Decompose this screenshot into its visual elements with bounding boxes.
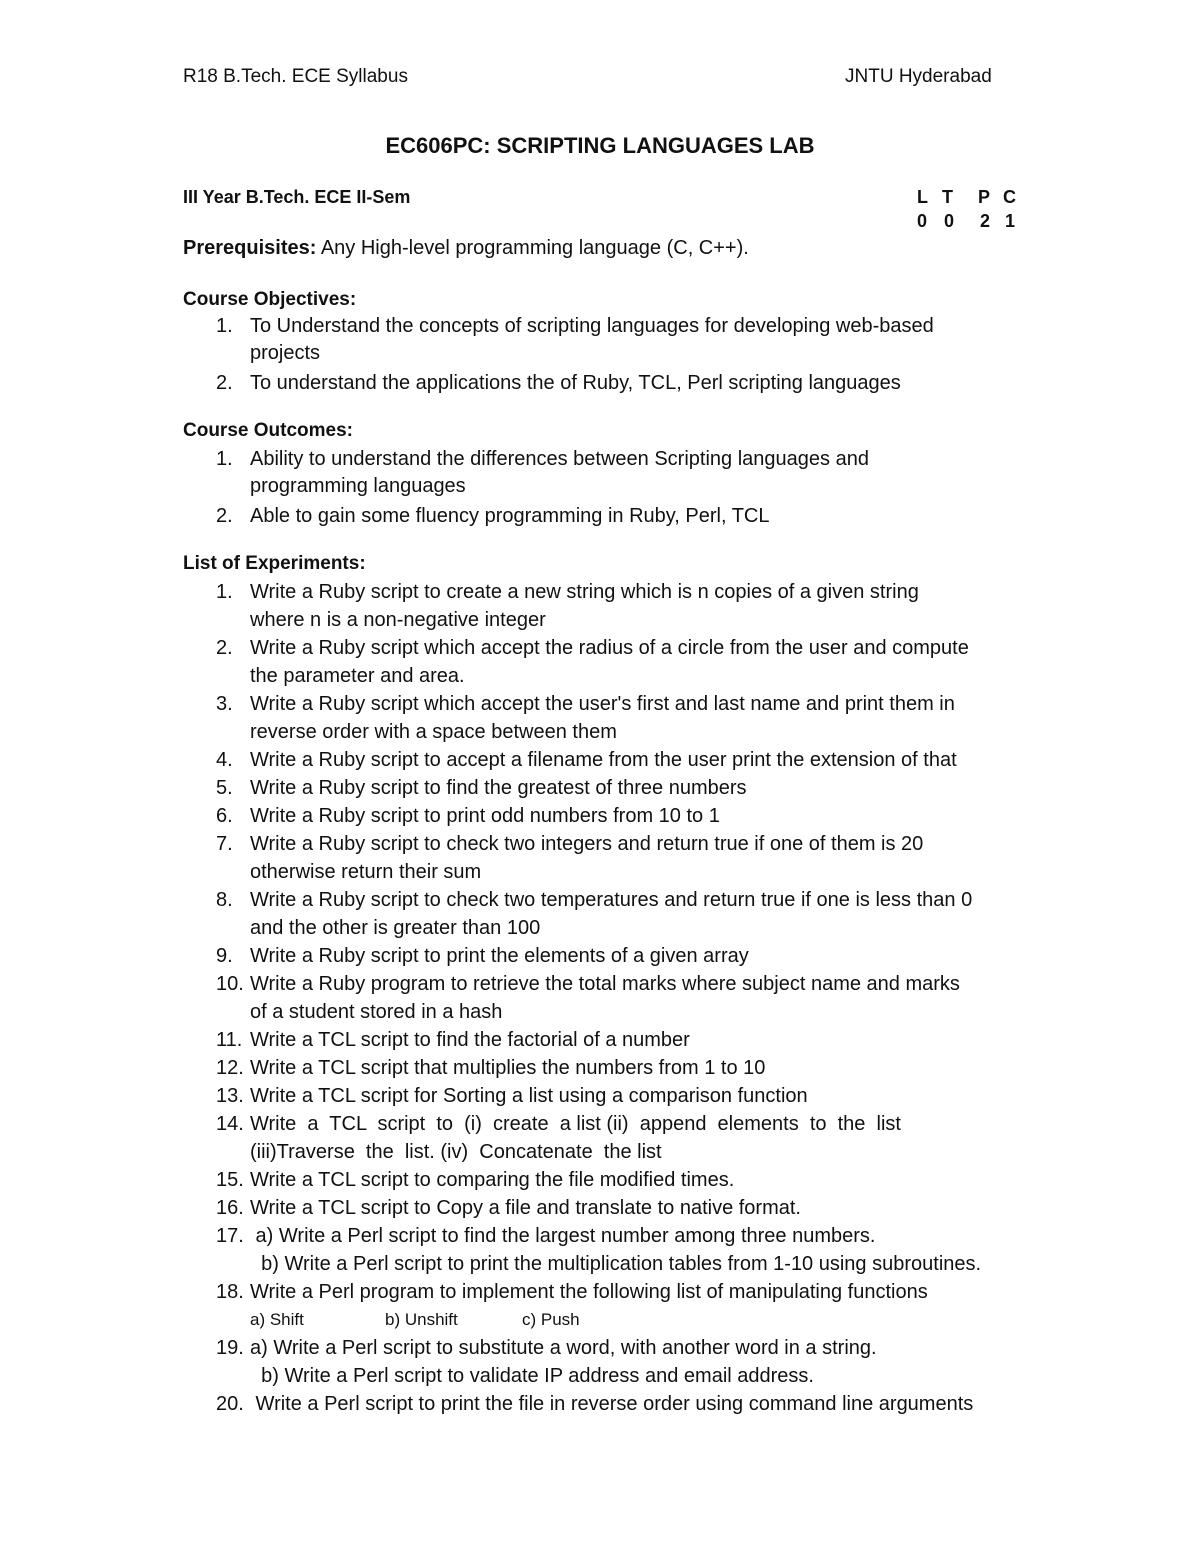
experiment-item <box>216 886 981 942</box>
prerequisites <box>183 237 749 260</box>
experiment-line: Write a TCL script that multiplies the numbers from 1 to 10 <box>250 1057 766 1079</box>
experiments-heading: List of Experiments: <box>183 553 366 574</box>
ltpc-value-p: 2 <box>980 211 991 231</box>
experiment-number: 9. <box>216 945 233 967</box>
prerequisites-label: Prerequisites: <box>183 237 317 259</box>
experiment-number: 8. <box>216 889 233 911</box>
ltpc-header-t: T <box>942 187 953 207</box>
experiment-item <box>216 1110 981 1166</box>
experiment-item <box>216 1194 981 1222</box>
experiment-number: 17. <box>216 1225 244 1247</box>
experiment-item <box>216 746 981 774</box>
experiment-number: 18. <box>216 1281 244 1303</box>
experiment-item <box>216 634 981 690</box>
experiment-number: 16. <box>216 1197 244 1219</box>
experiment-number: 6. <box>216 805 233 827</box>
list-item: 2. Able to gain some fluency programming in Ruby, Perl, TCL <box>216 505 770 527</box>
experiment-item <box>216 1026 981 1054</box>
experiment-line: a) Write a Perl script to substitute a word, with another word in a string. <box>250 1337 877 1359</box>
experiment-number: 10. <box>216 973 244 995</box>
experiment-item <box>216 578 981 634</box>
experiment-line: otherwise return their sum <box>250 861 482 883</box>
experiment-number: 3. <box>216 693 233 715</box>
experiment-subitem: a) Shift <box>250 1310 304 1329</box>
ltpc-header-l: L <box>917 187 928 207</box>
experiment-line: b) Write a Perl script to print the multiplication tables from 1-10 using subroutines. <box>250 1253 982 1275</box>
experiment-line: Write a Ruby script to check two integers and return true if one of them is 20 <box>250 833 924 855</box>
experiment-line: Write a Perl script to print the file in reverse order using command line arguments <box>250 1393 974 1415</box>
experiment-number: 14. <box>216 1113 244 1135</box>
experiment-item <box>216 970 981 1026</box>
year-line: III Year B.Tech. ECE II-Sem <box>183 187 411 207</box>
experiment-subitems <box>250 1306 981 1334</box>
ltpc-header-c: C <box>1003 187 1016 207</box>
page-title: EC606PC: SCRIPTING LANGUAGES LAB <box>385 133 815 158</box>
experiment-item <box>216 1222 981 1278</box>
experiment-number: 15. <box>216 1169 244 1191</box>
experiment-line: Write a Ruby script which accept the radius of a circle from the user and compute <box>250 637 969 659</box>
experiment-line: reverse order with a space between them <box>250 721 617 743</box>
experiment-item <box>216 830 981 886</box>
experiment-line: Write a Ruby script to find the greatest of three numbers <box>250 777 747 799</box>
experiment-line: Write a Perl program to implement the following list of manipulating functions <box>250 1281 928 1303</box>
objectives-list <box>216 313 934 397</box>
experiment-number: 11. <box>216 1029 243 1051</box>
experiment-line: Write a Ruby program to retrieve the total marks where subject name and marks <box>250 973 960 995</box>
experiment-item <box>216 690 981 746</box>
experiment-line: Write a Ruby script to check two temperatures and return true if one is less than 0 <box>250 889 973 911</box>
experiment-item <box>216 774 981 802</box>
experiment-line: Write a TCL script to Copy a file and translate to native format. <box>250 1197 801 1219</box>
prerequisites-text: Any High-level programming language (C, C++). <box>316 237 749 259</box>
experiment-item <box>216 1082 981 1110</box>
experiment-number: 1. <box>216 581 233 603</box>
ltpc-value-t: 0 <box>944 211 955 231</box>
experiment-line: Write a Ruby script to print the elements of a given array <box>250 945 749 967</box>
experiment-line: Write a Ruby script which accept the user's first and last name and print them in <box>250 693 955 715</box>
experiment-item <box>216 802 981 830</box>
experiment-line: Write a TCL script to comparing the file modified times. <box>250 1169 735 1191</box>
header-right: JNTU Hyderabad <box>845 66 992 87</box>
experiment-item <box>216 1334 981 1390</box>
experiment-item <box>216 1166 981 1194</box>
experiment-line: (iii)Traverse the list. (iv) Concatenate the list <box>250 1141 662 1163</box>
experiment-line: Write a Ruby script to create a new string which is n copies of a given string <box>250 581 919 603</box>
header-left: R18 B.Tech. ECE Syllabus <box>183 66 408 87</box>
experiment-line: Write a TCL script to (i) create a list (ii) append elements to the list <box>250 1113 901 1135</box>
experiment-number: 13. <box>216 1085 244 1107</box>
experiment-number: 2. <box>216 637 233 659</box>
experiment-line: the parameter and area. <box>250 665 465 687</box>
experiment-line: and the other is greater than 100 <box>250 917 541 939</box>
experiments-list <box>216 578 981 1418</box>
experiment-line: Write a TCL script to find the factorial of a number <box>250 1029 690 1051</box>
ltpc-value-l: 0 <box>917 211 928 231</box>
ltpc-value-c: 1 <box>1005 211 1016 231</box>
experiment-subitem: c) Push <box>522 1310 580 1329</box>
experiment-line: Write a Ruby script to accept a filename from the user print the extension of that <box>250 749 957 771</box>
experiment-item <box>216 1278 981 1334</box>
experiment-line: b) Write a Perl script to validate IP address and email address. <box>250 1365 814 1387</box>
experiment-number: 7. <box>216 833 233 855</box>
experiment-line: Write a Ruby script to print odd numbers from 10 to 1 <box>250 805 720 827</box>
outcomes-heading: Course Outcomes: <box>183 420 353 441</box>
experiment-number: 4. <box>216 749 233 771</box>
experiment-number: 5. <box>216 777 233 799</box>
experiment-subitem: b) Unshift <box>385 1310 458 1329</box>
experiment-item <box>216 1390 981 1418</box>
experiment-line: of a student stored in a hash <box>250 1001 503 1023</box>
outcomes-list <box>216 446 869 530</box>
experiment-line: Write a TCL script for Sorting a list using a comparison function <box>250 1085 808 1107</box>
experiment-number: 20. <box>216 1393 244 1415</box>
experiment-item <box>216 942 981 970</box>
experiment-line: a) Write a Perl script to find the largest number among three numbers. <box>250 1225 876 1247</box>
list-item: 1. Ability to understand the differences between Scripting languages and programming languages <box>216 448 869 497</box>
experiment-line: where n is a non-negative integer <box>250 609 546 631</box>
ltpc-header-p: P <box>978 187 991 207</box>
objectives-heading: Course Objectives: <box>183 289 357 310</box>
experiment-number: 19. <box>216 1337 244 1359</box>
list-item: 2. To understand the applications the of Ruby, TCL, Perl scripting languages <box>216 372 901 394</box>
list-item: 1. To Understand the concepts of scripting languages for developing web-based projects <box>216 315 934 364</box>
experiment-number: 12. <box>216 1057 244 1079</box>
experiment-item <box>216 1054 981 1082</box>
